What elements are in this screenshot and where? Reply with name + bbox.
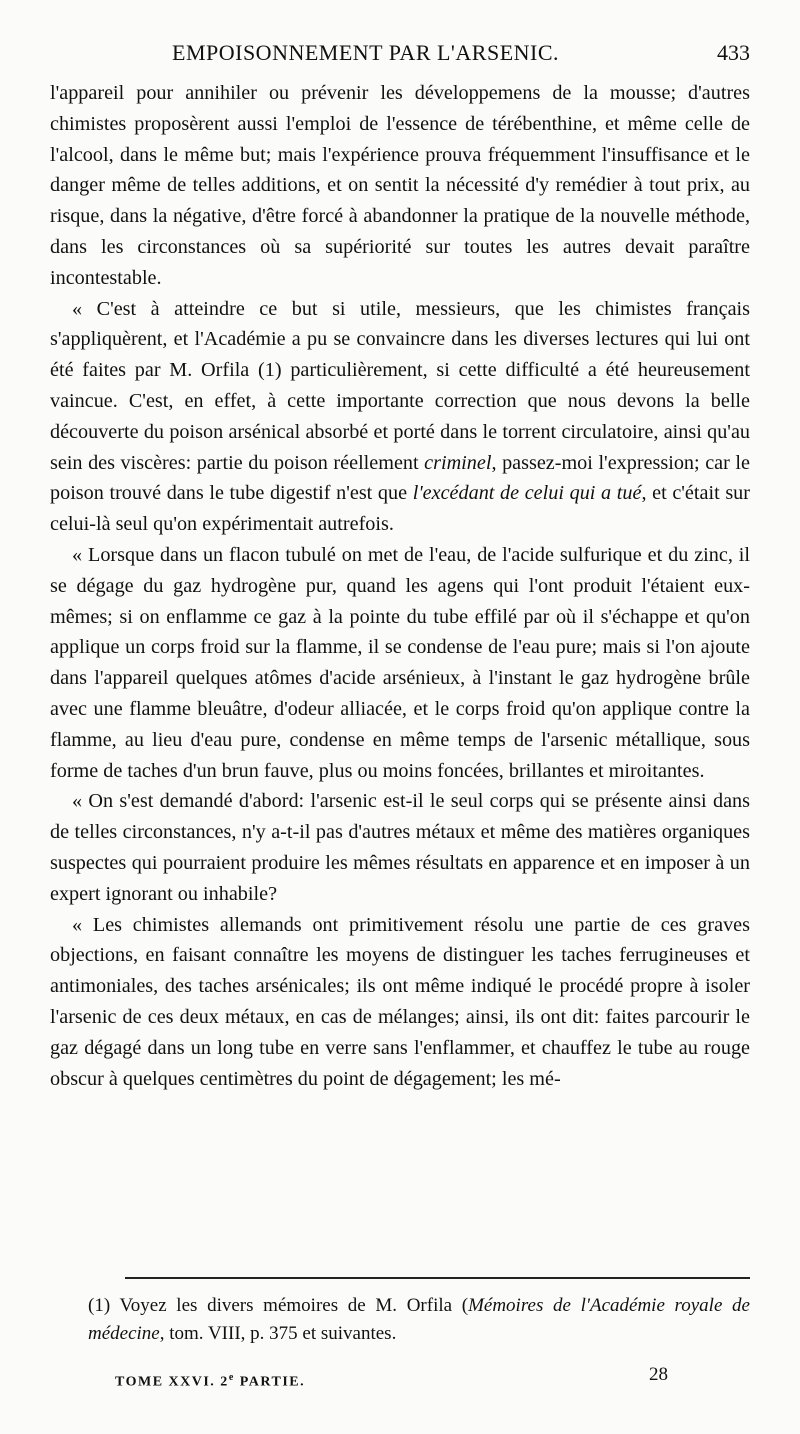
signature-superscript: e (228, 1372, 235, 1383)
signature-part: PARTIE. (234, 1374, 306, 1390)
text-run: « On s'est demandé d'abord: l'arsenic est-il le seul corps qui se présente ainsi dans de telles circonstances, n'y a-t-il pas d'autres métaux et même des matières organiques suspectes qui pourraient produire les mêmes résultats en apparence et en imposer à un expert ignorant ou inhabile? (50, 790, 750, 905)
page-footer (115, 1364, 715, 1402)
paragraph (50, 540, 750, 786)
paragraph (50, 786, 750, 909)
page-number: 433 (717, 40, 750, 65)
italic-text: l'excédant de celui qui a tué (412, 482, 642, 505)
italic-text: criminel (424, 451, 492, 474)
text-run: , passez-moi l'expression; car le poison trouvé dans le tube digestif n'est que (50, 451, 750, 505)
running-header (50, 40, 750, 76)
text-run: (1) Voyez les divers mémoires de M. Orfila ( (88, 1295, 469, 1316)
text-run: « Lorsque dans un flacon tubulé on met de l'eau, de l'acide sulfurique et du zinc, il se dégage du gaz hydrogène pur, quand les agens qui l'ont produit l'étaient eux-mêmes; si on enflamme ce gaz à la pointe du tube effilé par où il s'échappe et qu'on applique un corps froid sur la flamme, il se condense de l'eau pure; mais si l'on ajoute dans l'appareil quelques atômes d'acide arsénieux, à l'instant le gaz hydrogène brûle avec une flamme bleuâtre, d'odeur alliacée, et le corps froid qu'on applique contre la flamme, au lieu d'eau pure, condense en même temps de l'arsenic métallique, sous forme de taches d'un brun fauve, plus ou moins foncées, brillantes et miroitantes. (50, 543, 750, 782)
paragraph (50, 294, 750, 540)
signature-mark (115, 1372, 305, 1391)
italic-text: Mémoires de l'Académie royale de médecine (88, 1295, 750, 1344)
text-run: , et c'était sur celui-là seul qu'on expérimentait autrefois. (50, 482, 750, 536)
text-run: , tom. VIII, p. 375 et suivantes. (159, 1323, 397, 1344)
signature-volume: TOME XXVI. 2 (115, 1374, 229, 1390)
paragraph (50, 78, 750, 294)
running-title: EMPOISONNEMENT PAR L'ARSENIC. (172, 40, 560, 65)
text-run: « Les chimistes allemands ont primitivement résolu une partie de ces graves objections, en faisant connaître les moyens de distinguer les taches ferrugineuses et antimoniales, des taches arsénicales; ils ont même indiqué le procédé propre à isoler l'arsenic de ces deux métaux, en cas de mélanges; ainsi, ils ont dit: faites parcourir le gaz dégagé dans un long tube en verre sans l'enflammer, et chauffez le tube au rouge obscur à quelques centimètres du point de dégagement; les mé- (50, 913, 750, 1090)
text-run: « C'est à atteindre ce but si utile, messieurs, que les chimistes français s'appliquèrent, et l'Académie a pu se convaincre dans les diverses lectures qui lui ont été faites par M. Orfila (1) particulièrement, si cette difficulté a été heureusement vaincue. C'est, en effet, à cette importante correction que nous devons la belle découverte du poison arsénical absorbé et porté dans le torrent circulatoire, ainsi qu'au sein des viscères: partie du poison réellement (50, 297, 750, 474)
footnote-separator (125, 1277, 750, 1279)
text-run: l'appareil pour annihiler ou prévenir les développemens de la mousse; d'autres chimistes proposèrent aussi l'emploi de l'essence de térébenthine, et même celle de l'alcool, dans le même but; mais l'expérience prouva fréquemment l'insuffisance et le danger même de telles additions, et on sentit la nécessité d'y remédier à tout prix, au risque, dans la négative, d'être forcé à abandonner la pratique de la nouvelle méthode, dans les circonstances où sa supériorité sur toutes les autres devait paraître incontestable. (50, 82, 750, 289)
body-text (50, 78, 750, 1094)
sheet-number: 28 (649, 1364, 668, 1385)
footnote (88, 1292, 750, 1348)
paragraph (50, 910, 750, 1095)
